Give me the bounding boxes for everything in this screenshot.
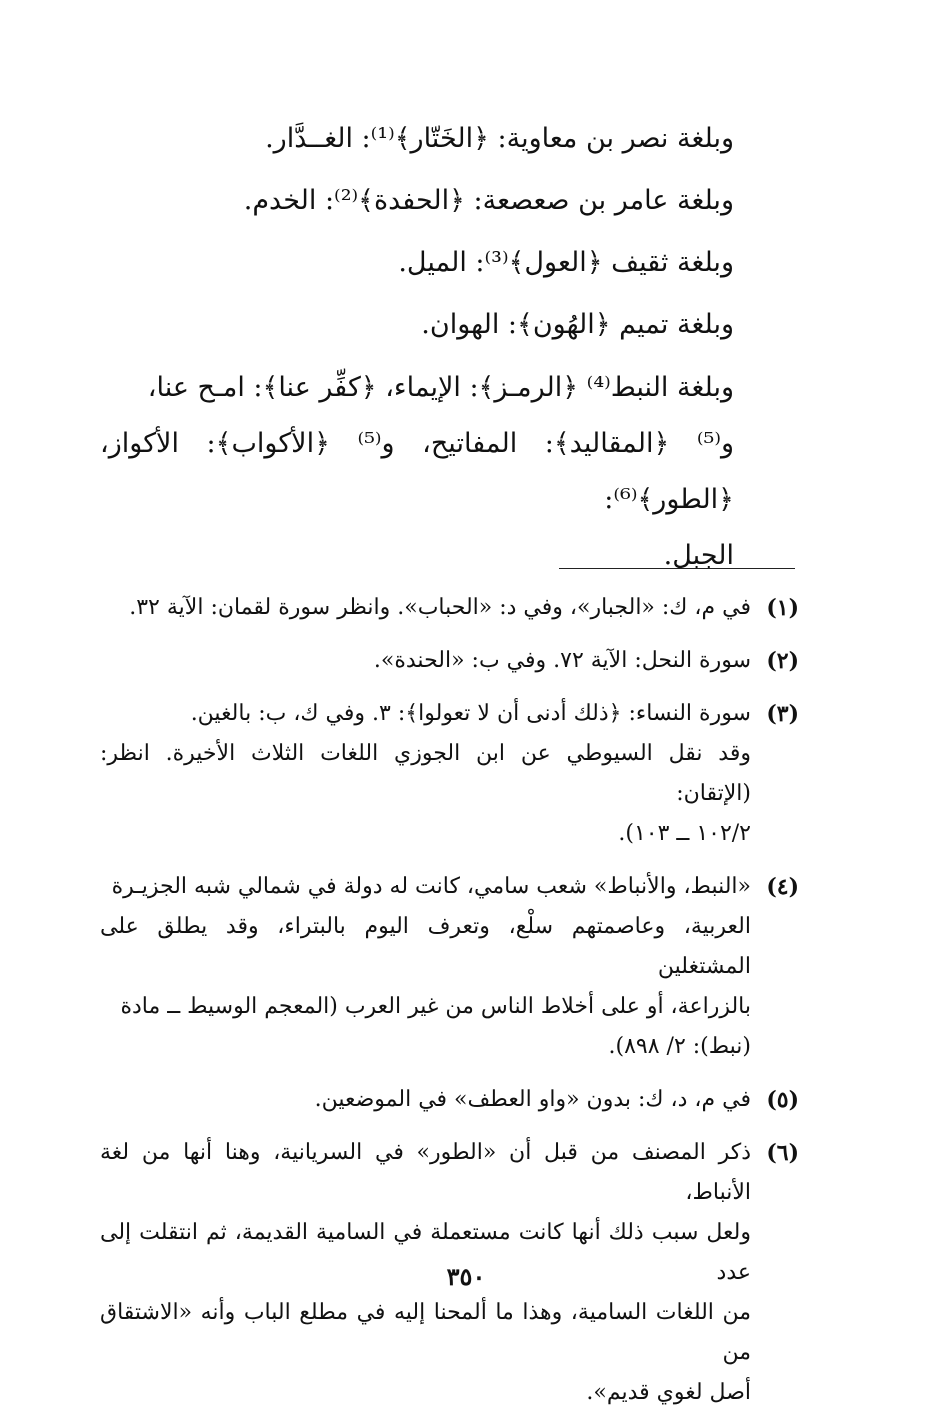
footnote-number: (٦) bbox=[766, 1140, 799, 1166]
footnote bbox=[100, 588, 799, 628]
footnote-line: في م، ك: «الجبار»، وفي د: «الحباب». وانظر سورة لقمان: الآية ٣٢. bbox=[129, 595, 751, 620]
footnote-line: ذكر المصنف من قبل أن «الطور» في السريانية، وهنا أنها من لغة الأنباط، bbox=[100, 1140, 751, 1205]
paragraph-line: و⁽⁵⁾ ﴿المقاليد﴾: المفاتيح، و⁽⁵⁾ ﴿الأكواب﴾: الأكواز، ﴿الطور﴾⁽⁶⁾: bbox=[100, 428, 734, 515]
footnote bbox=[100, 641, 799, 681]
footnote-line: بالزراعة، أو على أخلاط الناس من غير العرب (المعجم الوسيط ــ مادة bbox=[120, 994, 751, 1019]
page-number: ٣٥٠ bbox=[446, 1262, 486, 1291]
footnote-line: وقد نقل السيوطي عن ابن الجوزي اللغات الثلاث الأخيرة. انظر: (الإتقان: bbox=[100, 741, 751, 806]
main-line: وبلغة تميم ﴿الهُون﴾: الهوان. bbox=[421, 309, 734, 340]
footnote-number: (٤) bbox=[766, 874, 799, 900]
footnotes bbox=[100, 588, 799, 1426]
footnote-number: (٥) bbox=[766, 1087, 799, 1113]
main-line: وبلغة ثقيف ﴿العول﴾⁽³⁾: الميل. bbox=[398, 247, 734, 278]
footnote-line: ولعل سبب ذلك أنها كانت مستعملة في السامية القديمة، ثم انتقلت إلى عدد bbox=[100, 1220, 751, 1285]
footnote-line: سورة النحل: الآية ٧٢. وفي ب: «الحندة». bbox=[373, 648, 751, 673]
footnote-line: سورة النساء: ﴿ذلك أدنى أن لا تعولوا﴾: ٣. وفي ك، ب: بالغين. bbox=[190, 701, 751, 726]
footnote-line: ١٠٢/٢ ــ ١٠٣). bbox=[618, 821, 751, 846]
main-line: وبلغة عامر بن صعصعة: ﴿الحفدة﴾⁽²⁾: الخدم. bbox=[243, 185, 734, 216]
main-paragraph bbox=[100, 360, 782, 584]
footnote-line: من اللغات السامية، وهذا ما ألمحنا إليه في مطلع الباب وأنه «الاشتقاق من bbox=[100, 1300, 751, 1365]
footnote-line: «النبط، والأنباط» شعب سامي، كانت له دولة في شمالي شبه الجزيـرة bbox=[111, 874, 751, 899]
footnote-line: في م، د، ك: بدون «واو العطف» في الموضعين. bbox=[314, 1087, 751, 1112]
main-text bbox=[100, 108, 782, 584]
footnote-separator bbox=[559, 568, 795, 569]
footnote-number: (١) bbox=[766, 595, 799, 621]
main-line: وبلغة نصر بن معاوية: ﴿الخَتّار﴾⁽¹⁾: الغــدَّار. bbox=[265, 123, 734, 154]
footnote bbox=[100, 694, 799, 854]
footnote-line: (نبط): ٢/ ٨٩٨). bbox=[608, 1034, 751, 1059]
footnote-number: (٢) bbox=[766, 648, 799, 674]
footnote-number: (٣) bbox=[766, 701, 799, 727]
footnote-line: العربية، وعاصمتهم سلْع، وتعرف اليوم بالبتراء، وقد يطلق على المشتغلين bbox=[100, 914, 751, 979]
footnote-line: أصل لغوي قديم». bbox=[586, 1380, 751, 1405]
footnote bbox=[100, 1080, 799, 1120]
paragraph-line: وبلغة النبط⁽⁴⁾ ﴿الرمـز﴾: الإيماء، ﴿كفِّر عنا﴾: امـح عنا، bbox=[147, 372, 734, 403]
paragraph-line: الجبل. bbox=[663, 540, 734, 571]
footnote bbox=[100, 867, 799, 1067]
